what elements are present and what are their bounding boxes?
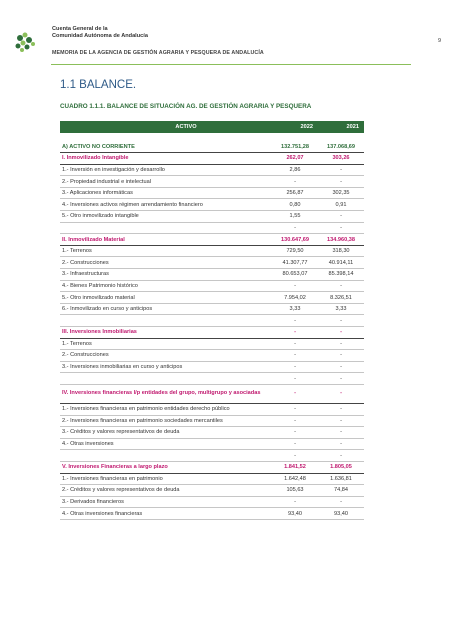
row-label: 3.- Aplicaciones informáticas [60, 187, 272, 199]
value-2022: - [272, 450, 318, 462]
header-activo: ACTIVO [60, 121, 272, 133]
value-2022: - [272, 438, 318, 450]
row-label: 4.- Otras inversiones [60, 438, 272, 450]
table-row [60, 187, 364, 199]
row-label: 1.- Terrenos [60, 338, 272, 350]
table-row [60, 234, 364, 246]
value-2022: 729,50 [272, 245, 318, 257]
value-2022: 2,86 [272, 164, 318, 176]
table-row [60, 350, 364, 362]
table-body [60, 133, 364, 519]
table-row [60, 384, 364, 403]
value-2022: - [272, 496, 318, 508]
row-label: IV. Inversiones financieras l/p entidades del grupo, multigrupo y asociadas [60, 384, 272, 403]
value-2021: - [318, 338, 364, 350]
table-row [60, 427, 364, 439]
value-2022: - [272, 338, 318, 350]
table-row [60, 450, 364, 462]
value-2021: - [318, 450, 364, 462]
memoria-title: MEMORIA DE LA AGENCIA DE GESTIÓN AGRARIA Y PESQUERA DE ANDALUCÍA [52, 50, 264, 56]
document-header [14, 26, 444, 66]
row-label: 3.- Infraestructuras [60, 269, 272, 281]
row-label: 2.- Construcciones [60, 257, 272, 269]
value-2022 [272, 133, 318, 141]
value-2022: - [272, 415, 318, 427]
value-2021: - [318, 361, 364, 373]
table-row [60, 315, 364, 327]
value-2021: 318,30 [318, 245, 364, 257]
value-2021: - [318, 403, 364, 415]
table-row [60, 133, 364, 141]
table-row [60, 164, 364, 176]
row-label: 2.- Créditos y valores representativos de deuda [60, 485, 272, 497]
table-row [60, 211, 364, 223]
table-row [60, 292, 364, 304]
value-2021: - [318, 415, 364, 427]
row-label [60, 315, 272, 327]
table-row [60, 176, 364, 188]
andalucia-logo-icon [14, 30, 48, 54]
row-label [60, 133, 272, 141]
row-label: 4.- Otras inversiones financieras [60, 508, 272, 520]
table-row [60, 257, 364, 269]
table-row [60, 508, 364, 520]
row-label: 5.- Otro inmovilizado material [60, 292, 272, 304]
value-2021: - [318, 211, 364, 223]
table-row [60, 361, 364, 373]
row-label: 1.- Inversiones financieras en patrimonio [60, 473, 272, 485]
table-row [60, 141, 364, 153]
value-2021: - [318, 315, 364, 327]
value-2021: 40.914,11 [318, 257, 364, 269]
header-2022: 2022 [272, 121, 318, 133]
row-label: 5.- Otro inmovilizado intangible [60, 211, 272, 223]
row-label: 2.- Propiedad industrial e intelectual [60, 176, 272, 188]
row-label: 3.- Derivados financieros [60, 496, 272, 508]
value-2022: 256,87 [272, 187, 318, 199]
table-row [60, 303, 364, 315]
table-row [60, 280, 364, 292]
row-label: III. Inversiones Inmobiliarias [60, 327, 272, 339]
value-2021: 302,35 [318, 187, 364, 199]
table-row [60, 496, 364, 508]
value-2021: 74,84 [318, 485, 364, 497]
value-2022: - [272, 315, 318, 327]
value-2022: - [272, 176, 318, 188]
row-label [60, 450, 272, 462]
value-2021: 1.636,81 [318, 473, 364, 485]
value-2021: 303,26 [318, 153, 364, 165]
value-2022: - [272, 384, 318, 403]
row-label [60, 222, 272, 234]
value-2021: 8.326,51 [318, 292, 364, 304]
value-2021: - [318, 384, 364, 403]
value-2022: - [272, 280, 318, 292]
row-label: 3.- Créditos y valores representativos de deuda [60, 427, 272, 439]
value-2021: - [318, 373, 364, 385]
balance-table [60, 121, 364, 520]
row-label: 1.- Inversiones financieras en patrimonio entidades derecho público [60, 403, 272, 415]
row-label: 4.- Inversiones activos régimen arrendamiento financiero [60, 199, 272, 211]
row-label: 3.- Inversiones inmobiliarias en curso y anticipos [60, 361, 272, 373]
value-2021: 93,40 [318, 508, 364, 520]
value-2022: 93,40 [272, 508, 318, 520]
value-2022: - [272, 350, 318, 362]
row-label: 6.- Inmovilizado en curso y anticipos [60, 303, 272, 315]
row-label [60, 373, 272, 385]
row-label: 1.- Terrenos [60, 245, 272, 257]
value-2022: 1,55 [272, 211, 318, 223]
table-row [60, 153, 364, 165]
table-row [60, 222, 364, 234]
table-row [60, 461, 364, 473]
table-row [60, 338, 364, 350]
value-2022: 262,07 [272, 153, 318, 165]
header-rule [51, 64, 411, 65]
row-label: II. Inmovilizado Material [60, 234, 272, 246]
section-title: 1.1 BALANCE. [60, 79, 137, 91]
value-2021: - [318, 327, 364, 339]
value-2022: 1.841,52 [272, 461, 318, 473]
value-2022: - [272, 222, 318, 234]
value-2022: - [272, 361, 318, 373]
table-row [60, 438, 364, 450]
org-line-1: Cuenta General de la [52, 26, 108, 32]
table-row [60, 473, 364, 485]
row-label: 1.- Inversión en investigación y desarrollo [60, 164, 272, 176]
table-row [60, 403, 364, 415]
value-2021: 1.805,05 [318, 461, 364, 473]
value-2021 [318, 133, 364, 141]
value-2021: 137.068,69 [318, 141, 364, 153]
value-2022: - [272, 327, 318, 339]
value-2021: - [318, 222, 364, 234]
table-row [60, 485, 364, 497]
value-2022: 0,80 [272, 199, 318, 211]
value-2022: 105,63 [272, 485, 318, 497]
value-2022: 130.647,69 [272, 234, 318, 246]
value-2021: 3,33 [318, 303, 364, 315]
row-label: V. Inversiones Financieras a largo plazo [60, 461, 272, 473]
value-2022: - [272, 403, 318, 415]
table-caption: CUADRO 1.1.1. BALANCE DE SITUACIÓN AG. DE GESTIÓN AGRARIA Y PESQUERA [60, 103, 312, 110]
organization-name [52, 26, 148, 39]
table-header-row [60, 121, 364, 133]
value-2022: 3,33 [272, 303, 318, 315]
row-label: A) ACTIVO NO CORRIENTE [60, 141, 272, 153]
row-label: 4.- Bienes Patrimonio histórico [60, 280, 272, 292]
value-2022: 7.954,02 [272, 292, 318, 304]
table-row [60, 373, 364, 385]
value-2022: 80.653,07 [272, 269, 318, 281]
page-number: 9 [438, 38, 442, 44]
org-line-2: Comunidad Autónoma de Andalucía [52, 32, 148, 39]
value-2022: - [272, 427, 318, 439]
table-row [60, 415, 364, 427]
value-2021: - [318, 350, 364, 362]
value-2022: - [272, 373, 318, 385]
table-row [60, 245, 364, 257]
value-2021: - [318, 427, 364, 439]
value-2021: - [318, 176, 364, 188]
value-2021: - [318, 280, 364, 292]
value-2022: 132.751,28 [272, 141, 318, 153]
value-2022: 41.307,77 [272, 257, 318, 269]
value-2021: - [318, 438, 364, 450]
value-2022: 1.642,48 [272, 473, 318, 485]
row-label: I. Inmovilizado Intangible [60, 153, 272, 165]
row-label: 2.- Inversiones financieras en patrimonio sociedades mercantiles [60, 415, 272, 427]
table-row [60, 327, 364, 339]
row-label: 2.- Construcciones [60, 350, 272, 362]
table-row [60, 199, 364, 211]
value-2021: - [318, 496, 364, 508]
value-2021: 0,91 [318, 199, 364, 211]
value-2021: 134.960,38 [318, 234, 364, 246]
value-2021: - [318, 164, 364, 176]
table-row [60, 269, 364, 281]
value-2021: 85.398,14 [318, 269, 364, 281]
header-2021: 2021 [318, 121, 364, 133]
